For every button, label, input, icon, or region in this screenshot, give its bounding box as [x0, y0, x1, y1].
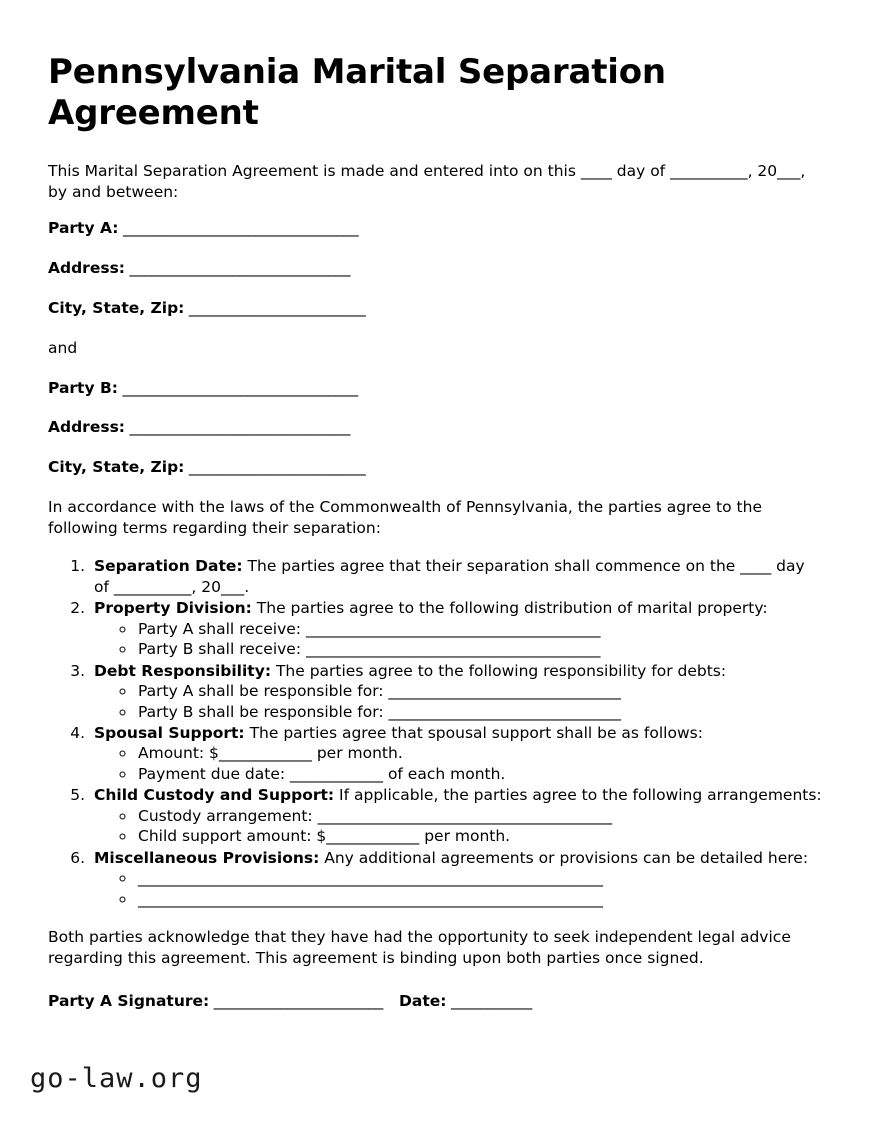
party-b-city-label: City, State, Zip:	[48, 458, 185, 477]
term-sublist	[94, 743, 822, 784]
intro-paragraph: This Marital Separation Agreement is made and entered into on this ____ day of __________, 20___, by and between:	[48, 161, 806, 201]
term-item	[90, 785, 822, 846]
party-a-address-label: Address:	[48, 259, 125, 278]
term-subitem[interactable]: ◦ ____________________________________________________________	[136, 889, 822, 909]
term-heading: Miscellaneous Provisions:	[94, 848, 320, 867]
term-sublist	[94, 806, 822, 847]
term-subitem[interactable]: ◦ Party A shall receive: ______________________________________	[136, 619, 822, 639]
accordance-paragraph: In accordance with the laws of the Commonwealth of Pennsylvania, the parties agree to the following terms regarding their separation:	[48, 497, 762, 537]
term-body: The parties agree that their separation shall commence on the ____ day of __________, 20___.	[94, 557, 805, 596]
term-item	[90, 661, 822, 722]
site-watermark: go-law.org	[30, 1063, 203, 1094]
term-subitem[interactable]: ◦ Party B shall be responsible for: ______________________________	[136, 702, 822, 722]
party-a-address-blank[interactable]: ______________________________	[125, 259, 351, 278]
term-heading: Spousal Support:	[94, 723, 245, 742]
term-body: The parties agree that spousal support shall be as follows:	[244, 723, 703, 742]
term-sublist	[94, 868, 822, 909]
term-subitem[interactable]: ◦ Party B shall receive: ______________________________________	[136, 639, 822, 659]
term-heading: Child Custody and Support:	[94, 786, 335, 805]
term-item	[90, 598, 822, 659]
term-item	[90, 556, 822, 597]
terms-list	[48, 556, 822, 909]
party-a-city-label: City, State, Zip:	[48, 299, 185, 317]
term-sublist	[94, 619, 822, 660]
term-body: The parties agree to the following responsibility for debts:	[271, 661, 727, 680]
party-a-name-label: Party A:	[48, 219, 119, 238]
term-subitem[interactable]: ◦ Custody arrangement: ______________________________________	[136, 806, 822, 826]
term-body: Any additional agreements or provisions can be detailed here:	[319, 848, 809, 867]
acknowledgement-paragraph: Both parties acknowledge that they have had the opportunity to seek independent legal advice regarding this agreement. This agreement is binding upon both parties once signed.	[48, 928, 791, 967]
term-subitem[interactable]: ◦ Amount: $____________ per month.	[136, 743, 822, 763]
party-a-name-blank[interactable]: ________________________________	[118, 219, 359, 238]
party-b-city-field	[48, 457, 822, 478]
party-b-address-field	[48, 417, 822, 438]
term-heading: Debt Responsibility:	[94, 661, 272, 680]
term-subitem[interactable]: ◦ Child support amount: $____________ per month.	[136, 826, 822, 846]
term-sublist	[94, 681, 822, 722]
party-b-name-blank[interactable]: ________________________________	[117, 378, 358, 397]
party-b-city-blank[interactable]: ________________________	[184, 458, 366, 477]
party-a-address-field	[48, 258, 822, 279]
party-b-name-field	[48, 378, 822, 399]
document-content	[48, 52, 822, 1011]
term-item	[90, 723, 822, 784]
term-subitem[interactable]: ◦ Party A shall be responsible for: ______________________________	[136, 681, 822, 701]
party-b-address-blank[interactable]: ______________________________	[125, 418, 351, 437]
page-title: Pennsylvania Marital Separation Agreement	[48, 52, 666, 134]
signature-line	[48, 991, 822, 1012]
term-heading: Separation Date:	[94, 557, 243, 576]
signature-date-blank[interactable]: ___________	[446, 991, 532, 1010]
party-b-name-label: Party B:	[48, 378, 118, 397]
party-a-name-field	[48, 218, 822, 239]
signature-date-label: Date:	[399, 991, 447, 1010]
term-body: If applicable, the parties agree to the following arrangements:	[334, 786, 822, 805]
party-a-city-field	[48, 298, 822, 319]
term-subitem[interactable]: ◦ Payment due date: ____________ of each month.	[136, 764, 822, 784]
term-subitem[interactable]: ◦ ____________________________________________________________	[136, 868, 822, 888]
party-a-signature-label: Party A Signature:	[48, 991, 210, 1010]
term-item	[90, 848, 822, 909]
party-a-city-blank[interactable]: ________________________	[184, 299, 366, 317]
conjunction-and: and	[48, 338, 78, 357]
party-b-address-label: Address:	[48, 418, 125, 437]
party-a-signature-blank[interactable]: _______________________	[209, 991, 383, 1010]
term-body: The parties agree to the following distribution of marital property:	[251, 599, 768, 618]
term-heading: Property Division:	[94, 599, 252, 618]
